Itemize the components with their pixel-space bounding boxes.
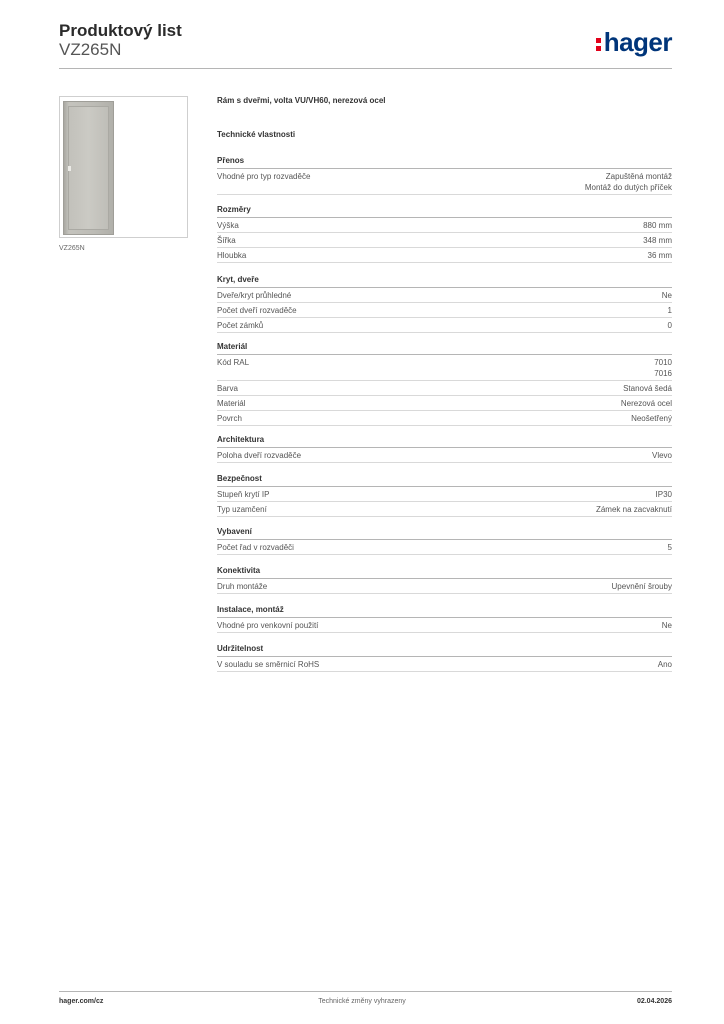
spec-group: [217, 205, 672, 263]
spec-label: Druh montáže: [217, 582, 268, 591]
spec-group: [217, 605, 672, 633]
spec-row: [217, 540, 672, 555]
page-title: Produktový list: [59, 21, 182, 40]
spec-label: Počet dveří rozvaděče: [217, 306, 297, 315]
spec-value-line: 0: [667, 321, 672, 330]
spec-value: [654, 357, 672, 379]
spec-label: Hloubka: [217, 251, 247, 260]
spec-label: Počet zámků: [217, 321, 264, 330]
spec-value: [585, 171, 672, 193]
spec-value-line: Ne: [661, 621, 672, 630]
spec-group: [217, 474, 672, 517]
spec-value-line: Zapuštěná montáž: [605, 172, 672, 181]
spec-label: Typ uzamčení: [217, 505, 267, 514]
spec-label: Vhodné pro typ rozvaděče: [217, 172, 311, 181]
spec-row: [217, 288, 672, 303]
spec-group-title: Materiál: [217, 342, 672, 355]
spec-label: V souladu se směrnicí RoHS: [217, 660, 320, 669]
spec-label: Stupeň krytí IP: [217, 490, 270, 499]
spec-value-line: 348 mm: [643, 236, 672, 245]
spec-row: [217, 657, 672, 672]
spec-group-title: Architektura: [217, 435, 672, 448]
spec-label: Počet řad v rozvaděči: [217, 543, 294, 552]
spec-value: [612, 581, 672, 592]
spec-label: Kód RAL: [217, 358, 250, 367]
product-code: VZ265N: [59, 40, 122, 59]
spec-row: [217, 248, 672, 263]
spec-value-line: Upevnění šrouby: [611, 582, 672, 591]
spec-group: [217, 566, 672, 594]
spec-value: [668, 320, 672, 331]
product-image: [59, 96, 188, 238]
spec-row: [217, 169, 672, 195]
header-divider: [59, 68, 672, 69]
spec-value: [662, 620, 672, 631]
spec-group-title: Konektivita: [217, 566, 672, 579]
spec-row: [217, 318, 672, 333]
spec-section-title: Technické vlastnosti: [217, 130, 296, 139]
logo-dots-icon: [596, 38, 601, 52]
spec-value-line: Ne: [661, 291, 672, 300]
spec-group-title: Kryt, dveře: [217, 275, 672, 288]
spec-value-line: Zámek na zacvaknutí: [595, 505, 672, 514]
spec-group-title: Instalace, montáž: [217, 605, 672, 618]
logo-text: hager: [603, 27, 672, 57]
spec-value-line: IP30: [655, 490, 672, 499]
spec-value: [631, 413, 672, 424]
spec-label: Výška: [217, 221, 239, 230]
spec-group: [217, 275, 672, 333]
spec-row: [217, 618, 672, 633]
spec-row: [217, 218, 672, 233]
spec-group: [217, 156, 672, 195]
spec-value-line: Neošetřený: [631, 414, 672, 423]
spec-row: [217, 396, 672, 411]
footer-divider: [59, 991, 672, 992]
spec-value-line: 880 mm: [643, 221, 672, 230]
spec-value: [643, 220, 672, 231]
spec-value-line: 1: [667, 306, 672, 315]
spec-value: [621, 398, 672, 409]
spec-row: [217, 381, 672, 396]
footer-date: 02.04.2026: [636, 998, 672, 1005]
spec-value-line: Montáž do dutých příček: [584, 183, 672, 192]
spec-row: [217, 303, 672, 318]
spec-value: [658, 659, 672, 670]
spec-value-line: Ano: [657, 660, 672, 669]
spec-value: [668, 305, 672, 316]
spec-group: [217, 435, 672, 463]
spec-group-title: Přenos: [217, 156, 672, 169]
spec-value-line: Nerezová ocel: [620, 399, 672, 408]
spec-group-title: Udržitelnost: [217, 644, 672, 657]
hager-logo: [596, 27, 672, 57]
spec-value-line: Vlevo: [651, 451, 672, 460]
spec-group-title: Vybavení: [217, 527, 672, 540]
spec-row: [217, 502, 672, 517]
spec-value: [596, 504, 672, 515]
spec-value: [623, 383, 672, 394]
spec-value-line: 7016: [654, 369, 672, 378]
spec-value-line: 7010: [654, 358, 672, 367]
spec-group: [217, 527, 672, 555]
spec-label: Barva: [217, 384, 238, 393]
spec-group-title: Bezpečnost: [217, 474, 672, 487]
footer-website: hager.com/cz: [59, 998, 104, 1005]
spec-row: [217, 411, 672, 426]
spec-value: [668, 542, 672, 553]
spec-label: Povrch: [217, 414, 242, 423]
spec-row: [217, 355, 672, 381]
spec-group-title: Rozměry: [217, 205, 672, 218]
spec-label: Dveře/kryt průhledné: [217, 291, 292, 300]
cabinet-door-icon: [63, 101, 114, 235]
spec-value-line: Stanová šedá: [623, 384, 672, 393]
image-caption: VZ265N: [59, 245, 85, 252]
spec-label: Materiál: [217, 399, 246, 408]
spec-label: Poloha dveří rozvaděče: [217, 451, 302, 460]
product-description: Rám s dveřmi, volta VU/VH60, nerezová ocel: [217, 96, 386, 105]
spec-value-line: 5: [667, 543, 672, 552]
spec-value: [656, 489, 672, 500]
spec-row: [217, 487, 672, 502]
spec-label: Vhodné pro venkovní použití: [217, 621, 319, 630]
spec-value-line: 36 mm: [647, 251, 672, 260]
spec-row: [217, 233, 672, 248]
spec-group: [217, 342, 672, 426]
spec-row: [217, 579, 672, 594]
spec-label: Šířka: [217, 236, 236, 245]
spec-value: [648, 250, 672, 261]
footer-notice: Technické změny vyhrazeny: [318, 998, 406, 1005]
spec-value: [652, 450, 672, 461]
spec-group: [217, 644, 672, 672]
door-lock-icon: [68, 166, 71, 171]
spec-row: [217, 448, 672, 463]
spec-value: [662, 290, 672, 301]
spec-value: [643, 235, 672, 246]
